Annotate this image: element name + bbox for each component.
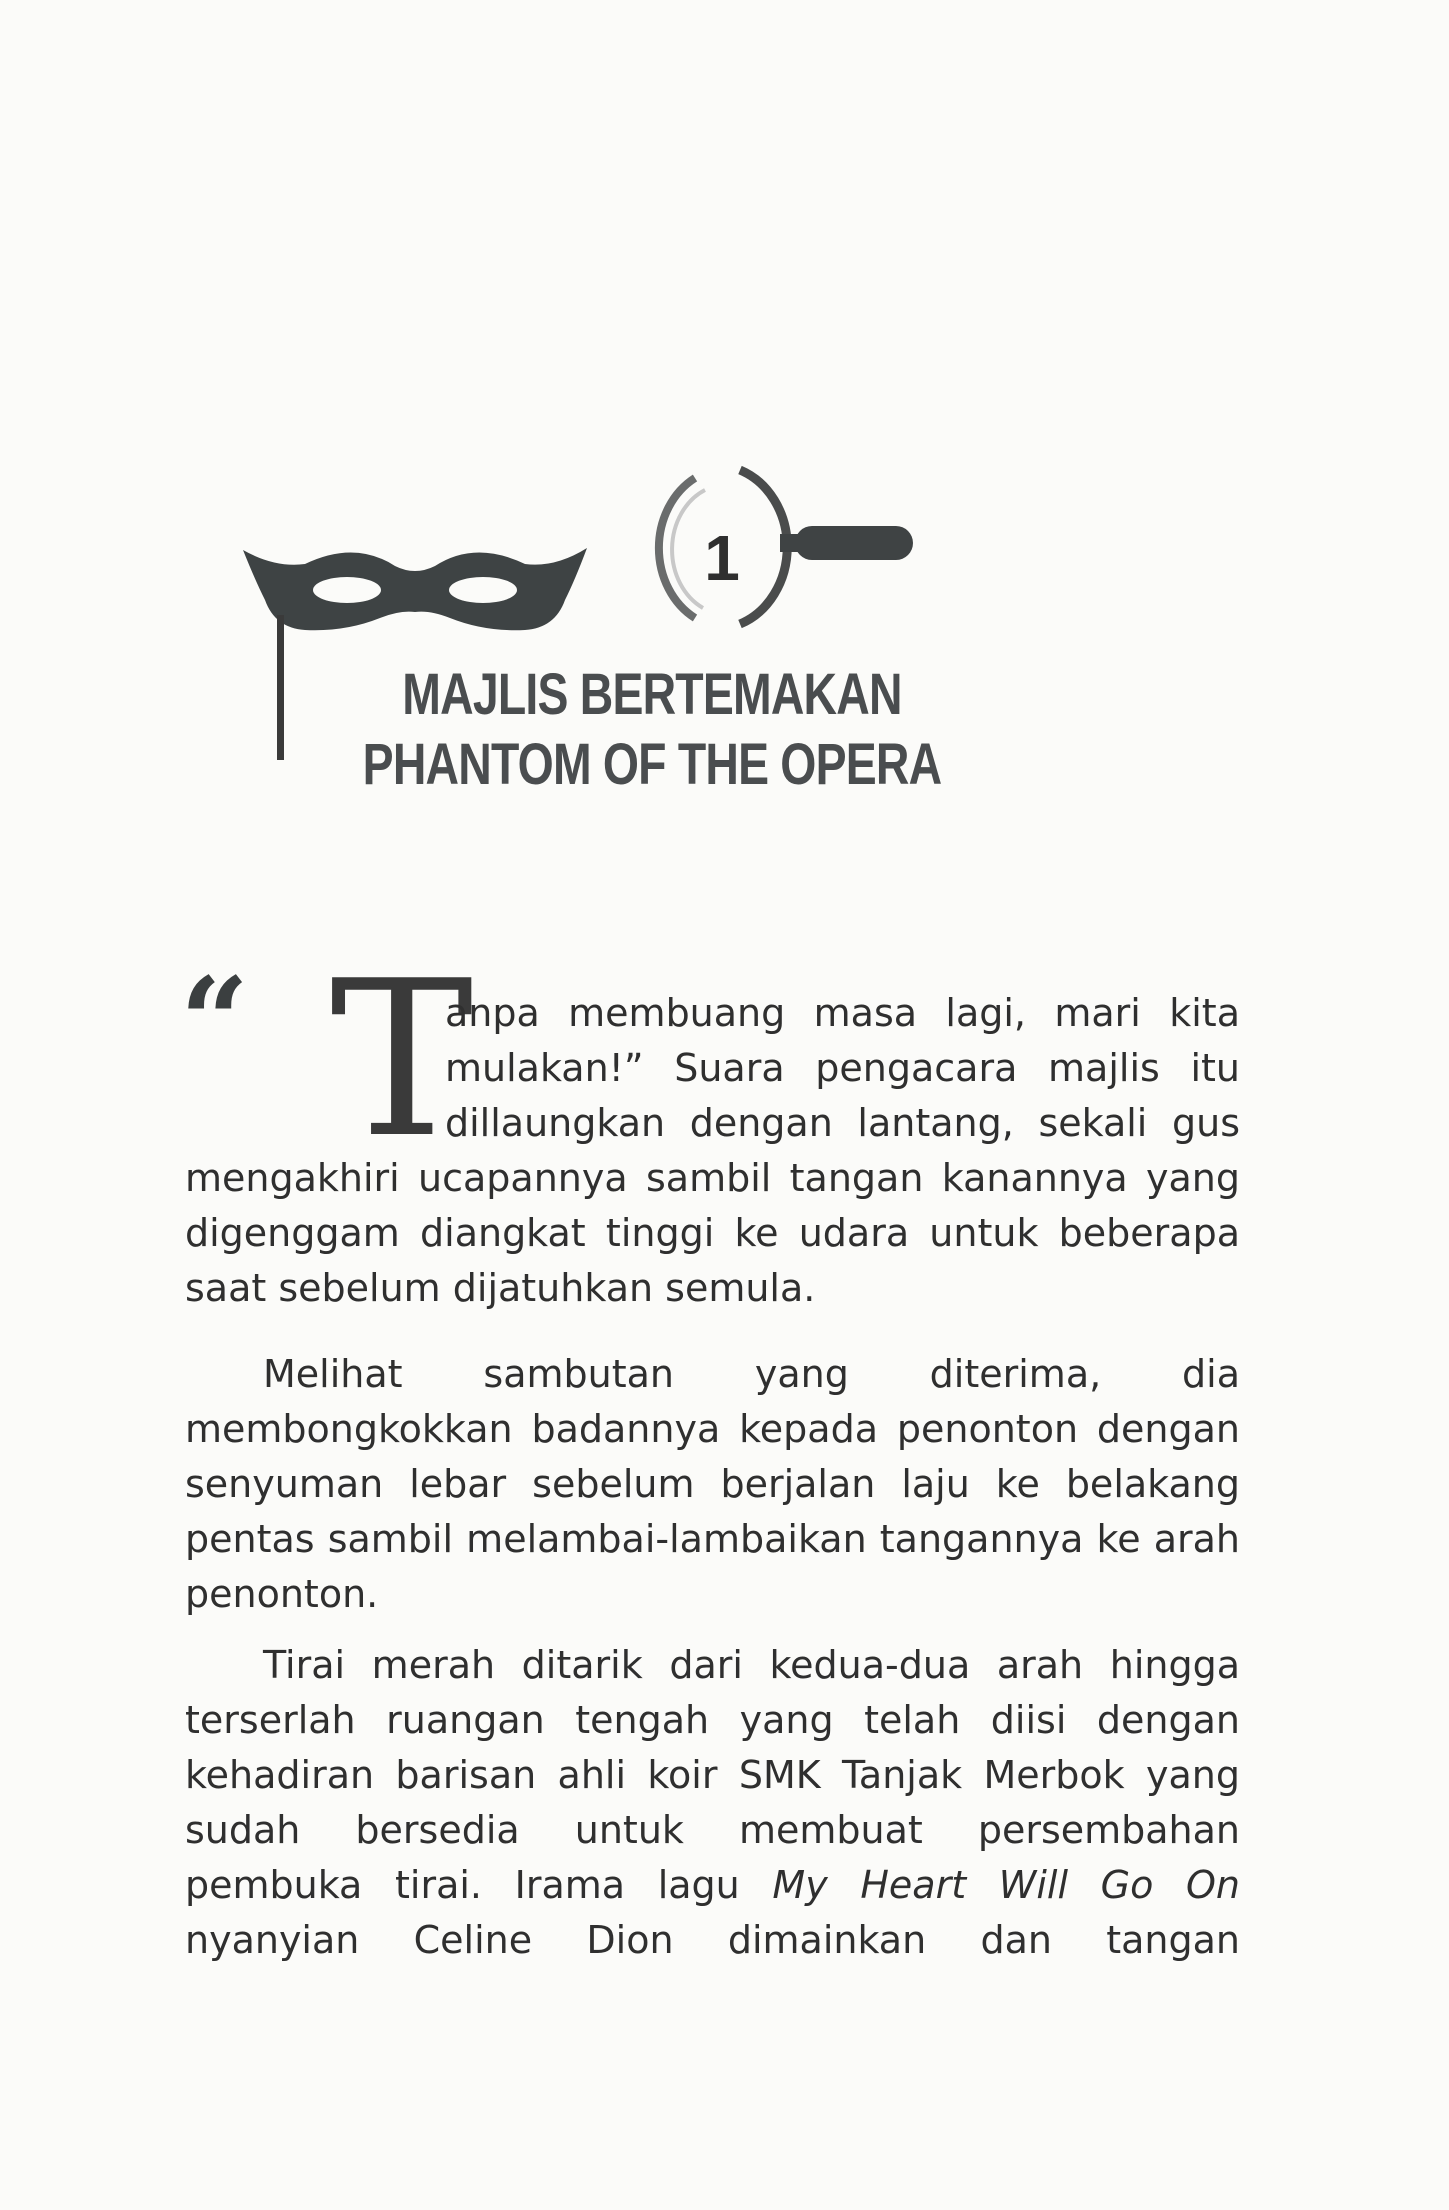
song-title: My Heart Will Go On — [772, 1863, 1240, 1907]
chapter-number: 1 — [704, 522, 740, 594]
paragraph-1-lead: anpa membuang masa lagi, mari kita mulakan!” Suara pengacara majlis itu dillaungkan dengan lantang, sekali gus — [445, 991, 1240, 1145]
paragraph-3-text-b: nyanyian Celine Dion dimainkan dan tangan — [185, 1918, 1240, 1962]
drop-cap: T — [330, 934, 474, 1185]
opening-quote-mark: “ — [180, 951, 250, 1092]
paragraph-1-continuation: mengakhiri ucapannya sambil tangan kanannya yang digenggam diangkat tinggi ke udara untuk beberapa saat sebelum dijatuhkan semula. — [185, 1156, 1240, 1310]
magnifier-icon — [659, 470, 913, 624]
paragraph-3 — [185, 1638, 1240, 1968]
paragraph-2: Melihat sambutan yang diterima, dia membongkokkan badannya kepada penonton dengan senyuman lebar sebelum berjalan laju ke belakang pentas sambil melambai-lambaikan tangannya ke arah penonton. — [185, 1352, 1240, 1616]
chapter-title: MAJLIS BERTEMAKAN PHANTOM OF THE OPERA — [362, 662, 942, 797]
paragraph-3-text-a: Tirai merah ditarik dari kedua-dua arah hingga terserlah ruangan tengah yang telah diisi dengan kehadiran barisan ahli koir SMK Tanjak Merbok yang sudah bersedia untuk membuat persembahan pembuka tirai. Irama lagu — [185, 1643, 1240, 1907]
